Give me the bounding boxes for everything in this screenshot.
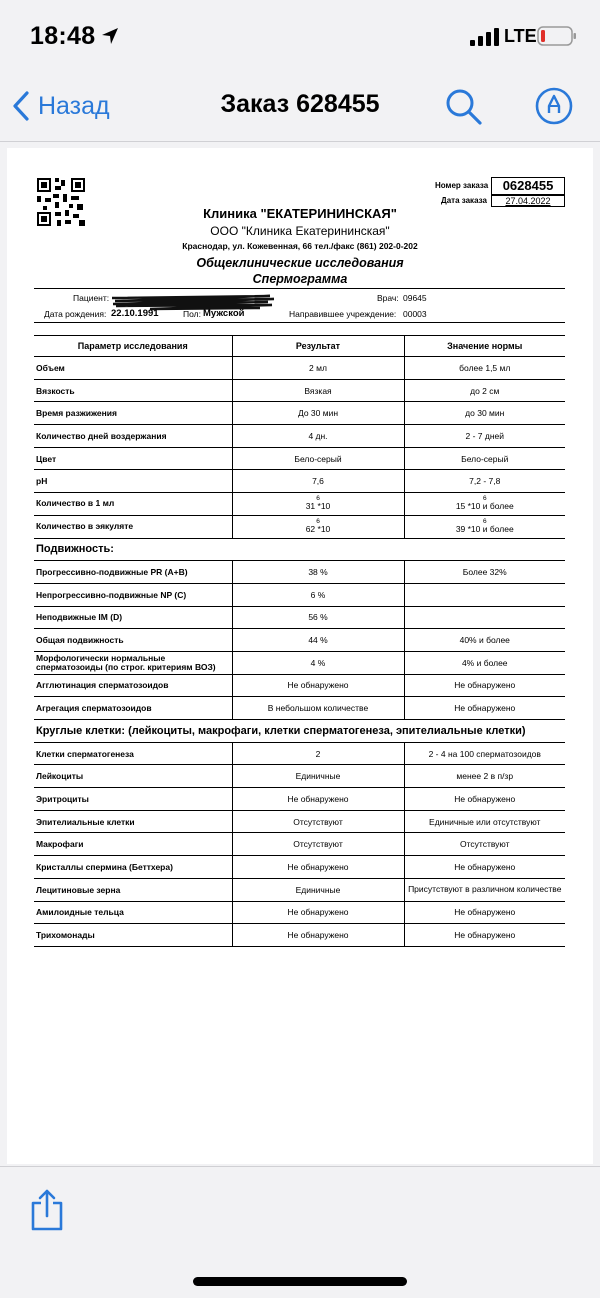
table-row — [34, 674, 565, 697]
status-time: 18:48 — [30, 22, 96, 50]
result-cell: 4 % — [232, 651, 404, 674]
table-row — [34, 924, 565, 947]
clinic-name: Клиника "ЕКАТЕРИНИНСКАЯ" — [203, 206, 397, 221]
norm-cell — [404, 606, 565, 629]
section-round-cells — [34, 720, 565, 743]
result-cell: Единичные — [232, 765, 404, 788]
network-type: LTE — [504, 26, 537, 46]
parameter-cell: Амилоидные тельца — [34, 901, 232, 924]
norm-cell: более 1,5 мл — [404, 357, 565, 380]
result-cell: 6 % — [232, 583, 404, 606]
parameter-cell: Вязкость — [34, 379, 232, 402]
norm-cell: Не обнаружено — [404, 788, 565, 811]
table-row — [34, 402, 565, 425]
result-cell: 2 — [232, 742, 404, 765]
document-subtitle: Спермограмма — [252, 272, 348, 286]
order-date: 27.04.2022 — [491, 195, 565, 207]
referral-label: Направившее учреждение: — [289, 309, 397, 319]
norm-cell: Отсутствуют — [404, 833, 565, 856]
table-header-row — [34, 336, 565, 357]
parameter-cell: Морфологически нормальные сперматозоиды (по строг. критериям ВОЗ) — [34, 651, 232, 674]
order-number: 0628455 — [491, 177, 565, 195]
status-bar — [0, 0, 600, 72]
battery-icon — [537, 26, 577, 46]
result-cell: Отсутствуют — [232, 810, 404, 833]
parameter-cell: Клетки сперматогенеза — [34, 742, 232, 765]
table-row — [34, 697, 565, 720]
clinic-address: Краснодар, ул. Кожевенная, 66 тел./факс (861) 202-0-202 — [182, 241, 418, 251]
table-row — [34, 447, 565, 470]
parameter-cell: Макрофаги — [34, 833, 232, 856]
value: 62 *10 — [305, 524, 331, 535]
order-date-label: Дата заказа — [441, 196, 487, 205]
exponent: 6 — [482, 495, 487, 503]
result-cell: 4 дн. — [232, 425, 404, 448]
table-row — [34, 606, 565, 629]
parameter-cell: Трихомонады — [34, 924, 232, 947]
result-cell: В небольшом количестве — [232, 697, 404, 720]
clinic-legal-name: ООО "Клиника Екатерининская" — [210, 224, 390, 238]
parameter-cell: Прогрессивно-подвижные PR (A+B) — [34, 561, 232, 584]
result-cell: Не обнаружено — [232, 788, 404, 811]
norm-cell: Бело-серый — [404, 447, 565, 470]
document-page[interactable] — [7, 148, 593, 1164]
parameter-cell: Время разжижения — [34, 402, 232, 425]
norm-cell: Не обнаружено — [404, 924, 565, 947]
result-cell: 2 мл — [232, 357, 404, 380]
norm-cell: Более 32% — [404, 561, 565, 584]
table-row — [34, 878, 565, 901]
norm-cell: Не обнаружено — [404, 901, 565, 924]
page-title: Заказ 628455 — [220, 90, 380, 118]
result-cell: Единичные — [232, 878, 404, 901]
document-title: Общеклинические исследования — [196, 256, 404, 270]
share-icon[interactable] — [30, 1189, 64, 1231]
result-cell: Не обнаружено — [232, 924, 404, 947]
result-cell: Не обнаружено — [232, 674, 404, 697]
parameter-cell: Цвет — [34, 447, 232, 470]
table-row — [34, 629, 565, 652]
info-rule — [34, 322, 565, 323]
result-cell: Вязкая — [232, 379, 404, 402]
norm-cell: до 30 мин — [404, 402, 565, 425]
parameter-cell: Лейкоциты — [34, 765, 232, 788]
norm-cell: Не обнаружено — [404, 697, 565, 720]
norm-cell: 7,2 - 7,8 — [404, 470, 565, 493]
norm-cell: 2 - 7 дней — [404, 425, 565, 448]
table-row — [34, 765, 565, 788]
norm-cell — [404, 583, 565, 606]
birth-date-label: Дата рождения: — [44, 309, 107, 319]
result-cell: Бело-серый — [232, 447, 404, 470]
table-row — [34, 470, 565, 493]
parameter-cell: Кристаллы спермина (Беттхера) — [34, 856, 232, 879]
norm-cell — [404, 493, 565, 516]
norm-cell: 40% и более — [404, 629, 565, 652]
order-number-label: Номер заказа — [435, 181, 489, 190]
navigation-bar — [0, 72, 600, 142]
parameter-cell: Агрегация сперматозоидов — [34, 697, 232, 720]
table-row — [34, 425, 565, 448]
parameter-cell: Эпителиальные клетки — [34, 810, 232, 833]
section-motility — [34, 538, 565, 561]
back-label: Назад — [38, 91, 110, 120]
home-indicator[interactable] — [193, 1277, 407, 1286]
exponent: 6 — [316, 518, 320, 526]
header-result: Результат — [232, 336, 404, 357]
parameter-cell: Лецитиновые зерна — [34, 878, 232, 901]
table-row — [34, 856, 565, 879]
result-cell — [232, 515, 404, 538]
search-icon[interactable] — [445, 88, 483, 126]
doctor-label: Врач: — [377, 293, 399, 303]
birth-date-value: 22.10.1991 — [111, 308, 159, 319]
result-cell: Не обнаружено — [232, 901, 404, 924]
sex-label: Пол: — [183, 309, 201, 319]
header-norm: Значение нормы — [404, 336, 565, 357]
exponent: 6 — [482, 518, 487, 526]
parameter-cell: Эритроциты — [34, 788, 232, 811]
parameter-cell: Количество в эякуляте — [34, 515, 232, 538]
table-row — [34, 583, 565, 606]
header-rule — [34, 288, 565, 289]
table-row — [34, 788, 565, 811]
norm-cell: Не обнаружено — [404, 856, 565, 879]
value: 39 *10 и более — [455, 524, 514, 535]
table-row — [34, 833, 565, 856]
parameter-cell: Агглютинация сперматозоидов — [34, 674, 232, 697]
signal-icon — [470, 28, 500, 46]
value: 15 *10 и более — [455, 501, 514, 512]
result-cell — [232, 493, 404, 516]
patient-label: Пациент: — [73, 293, 110, 303]
parameter-cell: pH — [34, 470, 232, 493]
table-row — [34, 379, 565, 402]
table-row — [34, 561, 565, 584]
section-round-cells-label: Круглые клетки: (лейкоциты, макрофаги, клетки сперматогенеза, эпителиальные клетки) — [34, 720, 565, 743]
section-motility-label: Подвижность: — [34, 538, 565, 561]
norm-cell: Единичные или отсутствуют — [404, 810, 565, 833]
table-row — [34, 357, 565, 380]
norm-cell: менее 2 в п/зр — [404, 765, 565, 788]
value: 31 *10 — [305, 501, 331, 512]
table-row — [34, 651, 565, 674]
norm-cell: 4% и более — [404, 651, 565, 674]
result-cell: Отсутствуют — [232, 833, 404, 856]
result-cell: 44 % — [232, 629, 404, 652]
parameter-cell: Объем — [34, 357, 232, 380]
sex-value: Мужской — [203, 308, 245, 319]
norm-cell: до 2 см — [404, 379, 565, 402]
result-cell: Не обнаружено — [232, 856, 404, 879]
parameter-cell: Непрогрессивно-подвижные NP (C) — [34, 583, 232, 606]
parameter-cell: Количество дней воздержания — [34, 425, 232, 448]
result-cell: До 30 мин — [232, 402, 404, 425]
result-cell: 38 % — [232, 561, 404, 584]
referral-value: 00003 — [403, 309, 427, 319]
bottom-toolbar — [0, 1166, 600, 1298]
parameter-cell: Общая подвижность — [34, 629, 232, 652]
norm-cell: Присутствуют в различном количестве — [404, 878, 565, 901]
location-arrow-icon — [100, 26, 120, 46]
parameter-cell: Количество в 1 мл — [34, 493, 232, 516]
result-cell: 7,6 — [232, 470, 404, 493]
norm-cell — [404, 515, 565, 538]
markup-pen-icon[interactable] — [534, 86, 574, 126]
exponent: 6 — [316, 495, 320, 503]
table-row — [34, 515, 565, 538]
table-row — [34, 742, 565, 765]
norm-cell: 2 - 4 на 100 сперматозоидов — [404, 742, 565, 765]
table-row — [34, 810, 565, 833]
doctor-value: 09645 — [403, 293, 427, 303]
norm-cell: Не обнаружено — [404, 674, 565, 697]
header-parameter: Параметр исследования — [34, 336, 232, 357]
table-row — [34, 901, 565, 924]
parameter-cell: Неподвижные IM (D) — [34, 606, 232, 629]
table-row — [34, 493, 565, 516]
results-table — [34, 335, 565, 947]
result-cell: 56 % — [232, 606, 404, 629]
